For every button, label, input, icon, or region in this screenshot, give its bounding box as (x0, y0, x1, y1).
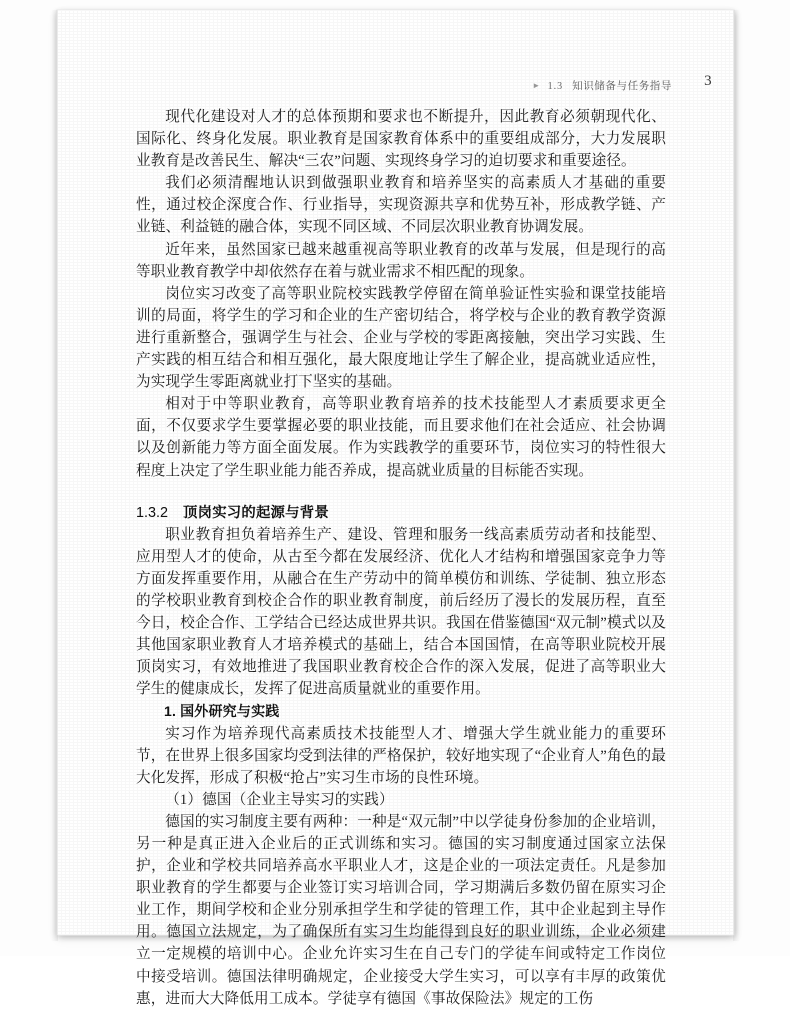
running-head (57, 73, 712, 93)
text-column (136, 106, 666, 1010)
subsection-1-paragraph-1: 实习作为培养现代高素质技术技能型人才、增强大学生就业能力的重要环节，在世界上很多国家均受到法律的严格保护，较好地实现了“企业育人”角色的最大化发挥，形成了积极“抢占”实习生市场的良性环境。 (136, 725, 666, 786)
triangle-right-icon: ► (532, 81, 541, 90)
paragraph-3: 近年来，虽然国家已越来越重视高等职业教育的改革与发展，但是现行的高等职业教育教学中却依然存在着与就业需求不相匹配的现象。 (136, 241, 666, 280)
section-heading-1-3-2 (136, 502, 666, 524)
paragraph-2: 我们必须清醒地认识到做强职业教育和培养坚实的高素质人才基础的重要性，通过校企深度合作、行业指导，实现资源共享和优势互补，形成教学链、产业链、利益链的融合体，实现不同区域、不同层次职业教育协调发展。 (136, 175, 666, 236)
paragraph-5: 相对于中等职业教育，高等职业教育培养的技术技能型人才素质要求更全面，不仅要求学生要掌握必要的职业技能，而且要求他们在社会适应、社会协调以及创新能力等方面全面发展。作为实践教学的重要环节，岗位实习的特性很大程度上决定了学生职业能力能否养成，提高就业质量的目标能否实现。 (136, 396, 666, 479)
paragraph-1: 现代化建设对人才的总体预期和要求也不断提升，因此教育必须朝现代化、国际化、终身化发展。职业教育是国家教育体系中的重要组成部分，大力发展职业教育是改善民生、解决“三农”问题、实现终身学习的迫切要求和重要途径。 (136, 109, 666, 170)
page-content-area (57, 10, 734, 1007)
subheading-national-research (136, 700, 666, 722)
section-heading-title: 顶岗实习的起源与背景 (183, 504, 329, 521)
section-heading-number: 1.3.2 (136, 504, 169, 521)
running-head-section-title: 知识储备与任务指导 (572, 80, 672, 92)
heading-spacer (136, 482, 666, 502)
paragraph-4: 岗位实习改变了高等职业院校实践教学停留在简单验证性实验和课堂技能培训的局面，将学生的学习和企业的生产密切结合，将学校与企业的教育教学资源进行重新整合，强调学生与社会、企业与学校的零距离接触，突出学习实践、生产实践的相互结合和相互强化，最大限度地让学生了解企业，提高就业适应性，为实现学生零距离就业打下坚实的基础。 (136, 285, 666, 391)
document-page (57, 10, 734, 1007)
running-head-section-number: 1.3 (547, 81, 564, 92)
subsection-1-1-paragraph-1: 德国的实习制度主要有两种：一种是“双元制”中以学徒身份参加的企业培训，另一种是真正进入企业后的正式训练和实习。德国的实习制度通过国家立法保护，企业和学校共同培养高水平职业人才，这是企业的一项法定责任。凡是参加职业教育的学生都要与企业签订实习培训合同，学习期满后多数仍留在原实习企业工作，期间学校和企业分别承担学生和学徒的管理工作，其中企业起到主导作用。德国立法规定，为了确保所有实习生均能得到良好的职业训练，企业必须建立一定规模的培训中心。企业允许实习生在自己专门的学徒车间或特定工作岗位中接受培训。德国法律明确规定，企业接受大学生实习，可以享有丰厚的政策优惠，进而大大降低用工成本。学徒享有德国《事故保险法》规定的工伤 (136, 813, 666, 1007)
subsection-1-1-label: （1）德国（企业主导实习的实践） (165, 791, 394, 808)
page-number: 3 (704, 73, 712, 89)
subheading-number: 1. (164, 703, 177, 720)
section-paragraph-1: 职业教育担负着培养生产、建设、管理和服务一线高素质劳动者和技能型、应用型人才的使命，从古至今都在发展经济、优化人才结构和增强国家竞争力等方面发挥重要作用，从融合在生产劳动中的简单模仿和训练、学徒制、独立形态的学校职业教育到校企合作的职业教育制度，前后经历了漫长的发展历程，直至今日，校企合作、工学结合已经达成世界共识。我国在借鉴德国“双元制”模式以及其他国家职业教育人才培养模式的基础上，结合本国国情，在高等职业院校开展顶岗实习，有效地推进了我国职业教育校企合作的深入发展，促进了高等职业大学生的健康成长，发挥了促进高质量就业的重要作用。 (136, 526, 666, 698)
subheading-title: 国外研究与实践 (180, 703, 280, 720)
